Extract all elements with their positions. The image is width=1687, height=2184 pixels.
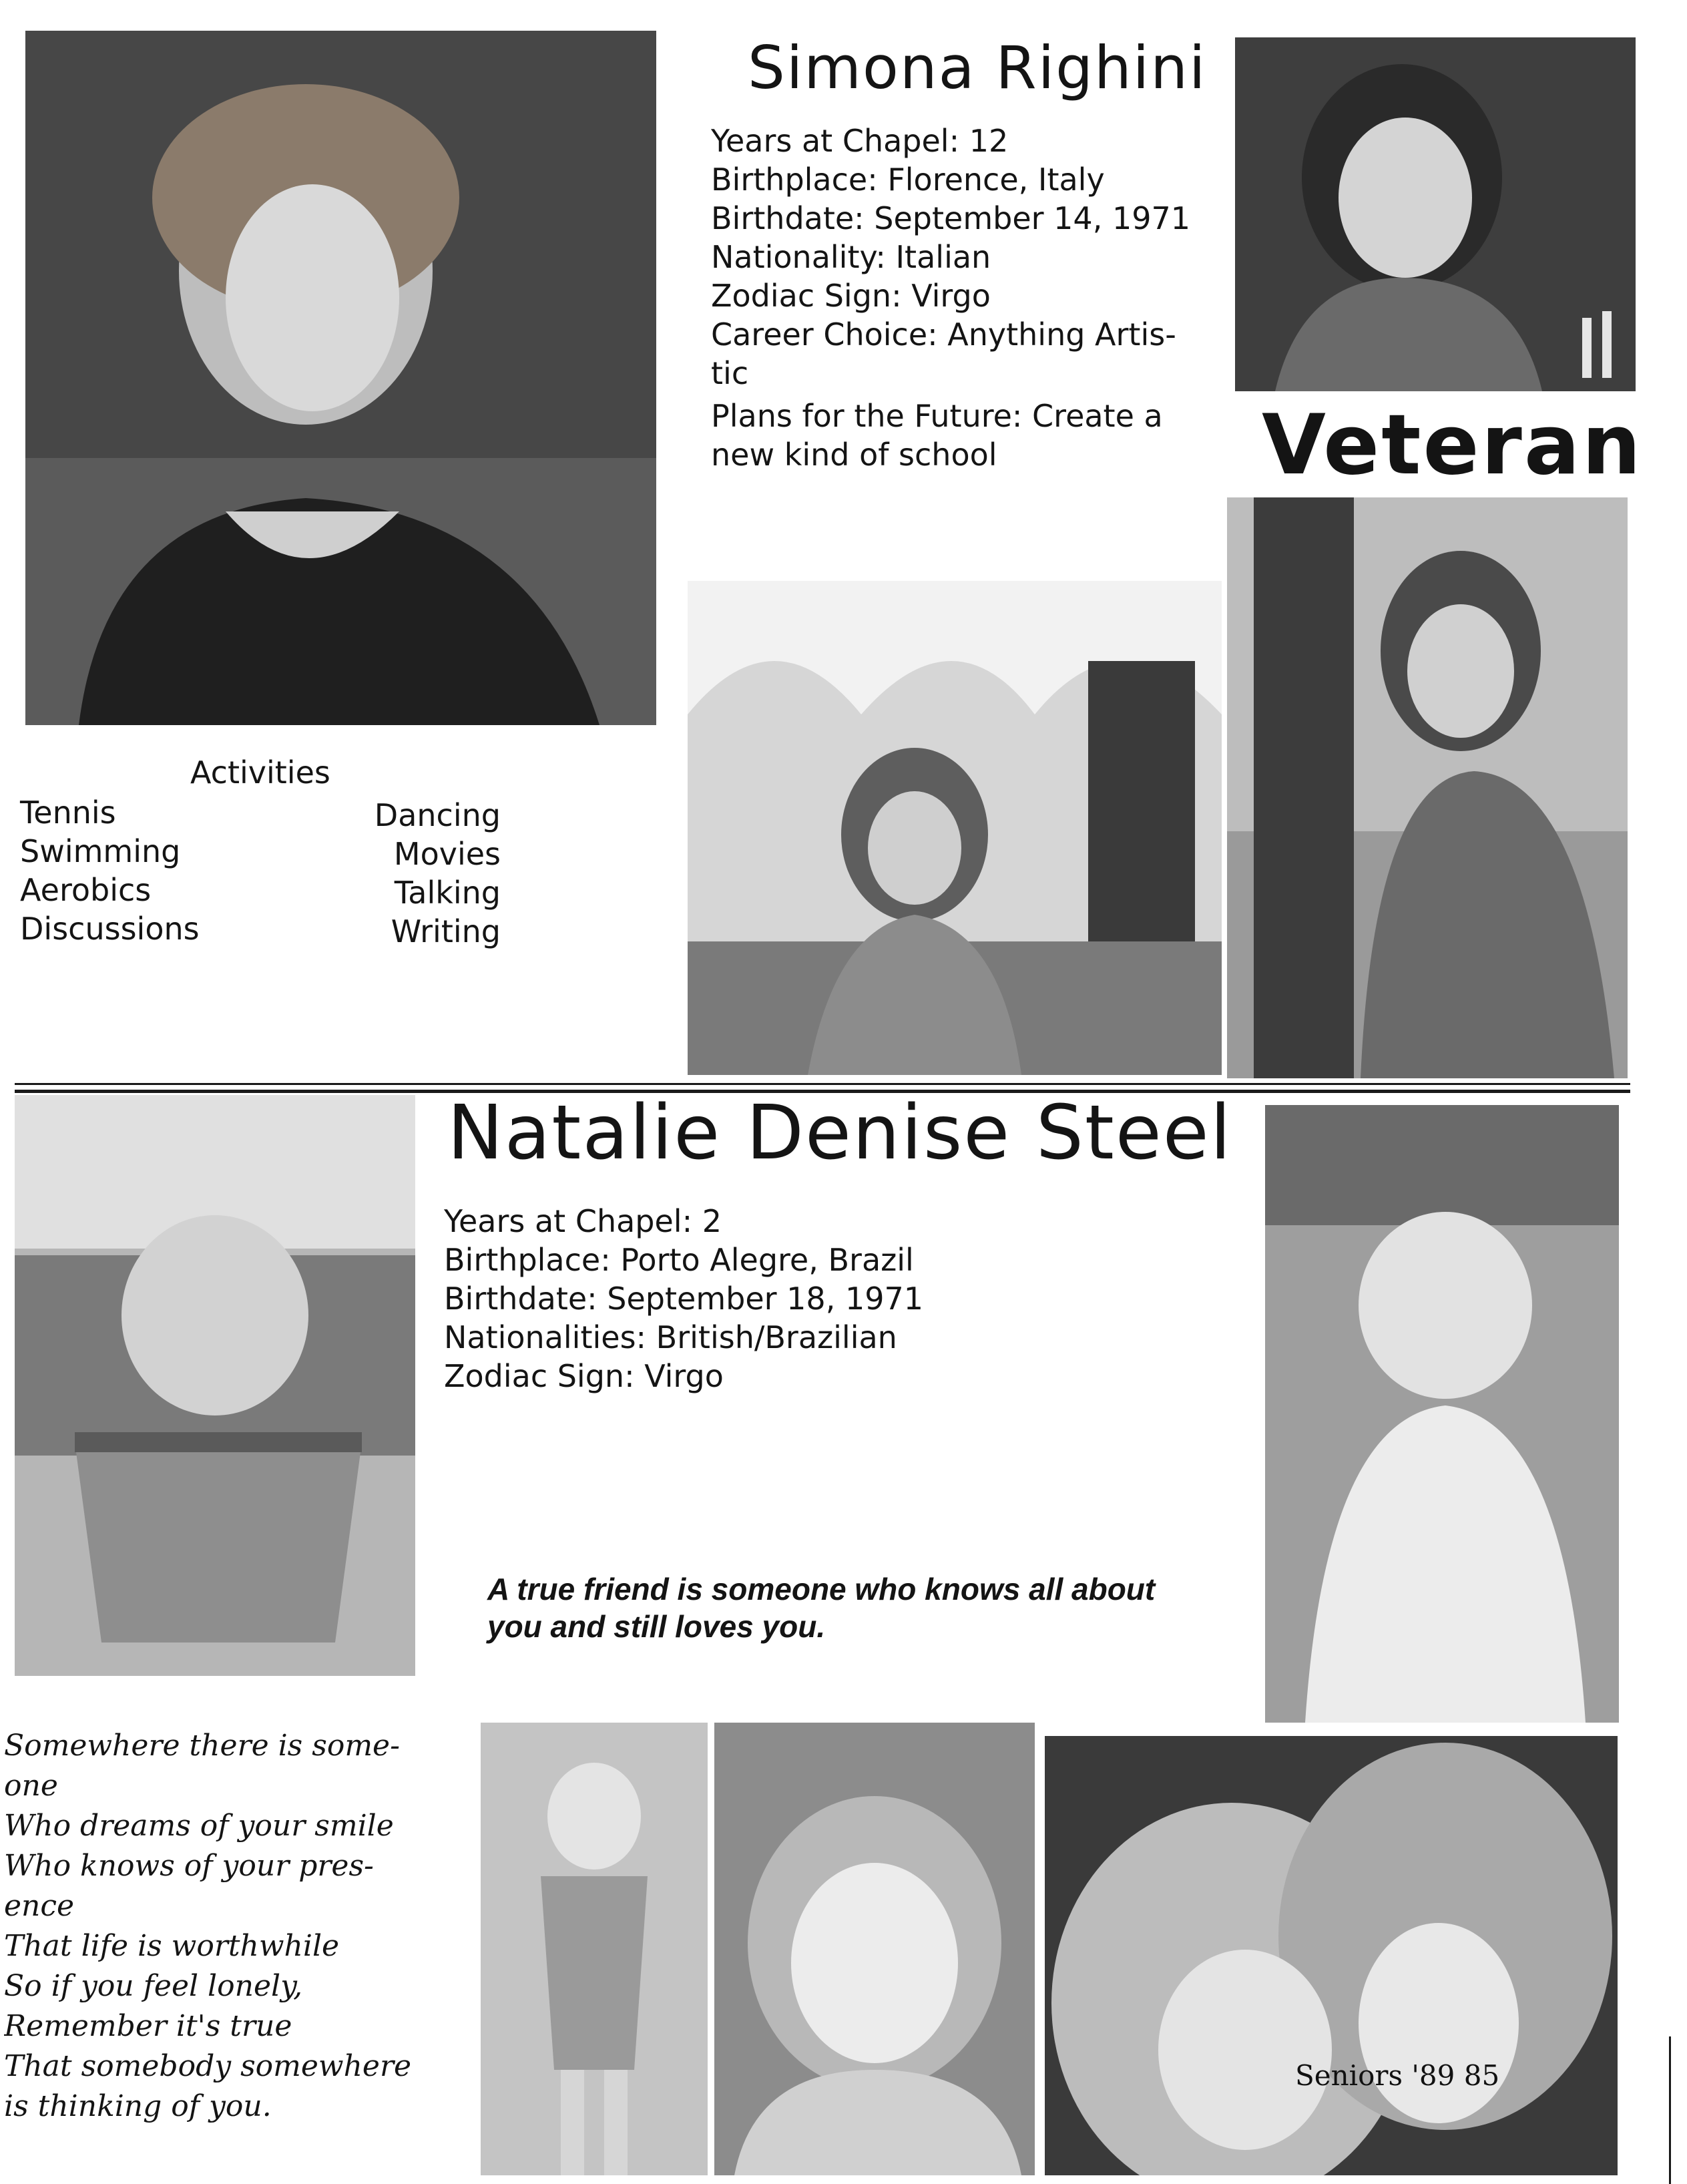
fact-line: Zodiac Sign: Virgo [444, 1358, 724, 1394]
natalie-name: Natalie Denise Steel [447, 1090, 1232, 1176]
natalie-friends-photo [1045, 1736, 1618, 2175]
poem-line: Who dreams of your smile [4, 1809, 394, 1843]
footer-label: Seniors '89 [1295, 2059, 1455, 2092]
activity-item: Swimming [20, 833, 181, 869]
poem-line: Who knows of your pres- [4, 1849, 374, 1883]
fact-line: Years at Chapel: 2 [444, 1203, 722, 1239]
page-footer [1295, 2059, 1499, 2092]
natalie-quote [487, 1570, 1155, 1645]
natalie-toddler-photo [1265, 1105, 1619, 1723]
fact-line: Career Choice: Anything Artis- [711, 316, 1176, 353]
quote-line: A true friend is someone who knows all about [487, 1572, 1156, 1606]
page-number: 85 [1463, 2059, 1500, 2092]
natalie-smiling-photo [714, 1723, 1035, 2175]
fact-line: new kind of school [711, 437, 997, 473]
poem-line: So if you feel lonely, [4, 1969, 303, 2003]
activity-item: Aerobics [20, 872, 152, 908]
simona-arcade-photo [688, 581, 1222, 1075]
natalie-swimsuit-photo [481, 1723, 708, 2175]
poem-line: Somewhere there is some- [4, 1729, 400, 1763]
fact-line: Years at Chapel: 12 [711, 123, 1009, 159]
poem-line: That life is worthwhile [4, 1929, 340, 1963]
fact-line: Zodiac Sign: Virgo [711, 278, 991, 314]
activity-item: Writing [391, 913, 501, 949]
poem-line: is thinking of you. [4, 2089, 272, 2123]
simona-portrait-photo [25, 31, 656, 725]
fact-line: Birthdate: September 14, 1971 [711, 200, 1191, 236]
fact-line: Nationality: Italian [711, 239, 991, 275]
simona-childhood-photo [1235, 37, 1636, 391]
activity-item: Tennis [20, 795, 116, 831]
activity-item: Talking [394, 875, 501, 911]
simona-facts [711, 122, 1190, 474]
poem-line: That somebody somewhere [4, 2049, 412, 2083]
poem-line: Remember it's true [4, 2009, 292, 2043]
activities-right-list [371, 796, 501, 951]
fact-line: Birthplace: Porto Alegre, Brazil [444, 1242, 914, 1278]
fact-line: tic [711, 355, 749, 391]
activities-heading: Activities [190, 754, 330, 791]
activity-item: Discussions [20, 911, 200, 947]
veteran-heading: Veteran [1262, 397, 1643, 493]
section-divider [15, 1083, 1630, 1085]
fact-line: Birthdate: September 18, 1971 [444, 1281, 924, 1317]
activity-item: Dancing [374, 797, 501, 833]
fact-line: Nationalities: British/Brazilian [444, 1319, 897, 1355]
poem-line: one [4, 1769, 58, 1803]
fact-line: Plans for the Future: Create a [711, 398, 1163, 434]
natalie-bucket-photo [15, 1095, 415, 1676]
activities-left-list [20, 793, 200, 948]
poem-line: ence [4, 1889, 75, 1923]
page-edge-line [1669, 2036, 1671, 2184]
simona-name: Simona Righini [748, 33, 1207, 102]
natalie-poem [4, 1726, 445, 2127]
simona-tree-photo [1227, 497, 1628, 1078]
quote-line: you and still loves you. [487, 1609, 826, 1644]
natalie-facts [444, 1202, 923, 1395]
activity-item: Movies [393, 836, 501, 872]
fact-line: Birthplace: Florence, Italy [711, 162, 1105, 198]
